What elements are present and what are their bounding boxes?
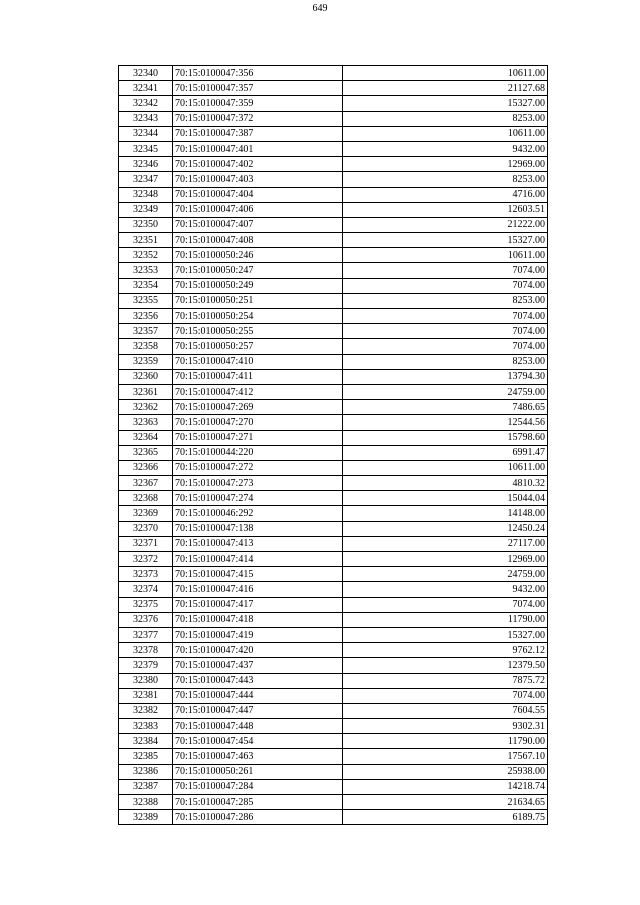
table-row <box>119 764 548 779</box>
cadastral-number: 70:15:0100044:220 <box>173 445 343 460</box>
row-number: 32358 <box>119 339 173 354</box>
row-number: 32354 <box>119 278 173 293</box>
row-number: 32343 <box>119 111 173 126</box>
table-row <box>119 278 548 293</box>
table-row <box>119 263 548 278</box>
row-number: 32381 <box>119 688 173 703</box>
cadastral-value: 21222.00 <box>343 217 548 232</box>
cadastral-number: 70:15:0100050:257 <box>173 339 343 354</box>
cadastral-number: 70:15:0100047:417 <box>173 597 343 612</box>
cadastral-number: 70:15:0100047:356 <box>173 66 343 81</box>
cadastral-value-table <box>118 65 548 825</box>
table-row <box>119 643 548 658</box>
table-row <box>119 810 548 825</box>
table-row <box>119 719 548 734</box>
row-number: 32367 <box>119 476 173 491</box>
table-row <box>119 96 548 111</box>
table-row <box>119 187 548 202</box>
row-number: 32341 <box>119 81 173 96</box>
cadastral-value: 11790.00 <box>343 734 548 749</box>
table-row <box>119 66 548 81</box>
table-row <box>119 734 548 749</box>
cadastral-number: 70:15:0100047:413 <box>173 536 343 551</box>
row-number: 32360 <box>119 369 173 384</box>
cadastral-value: 25938.00 <box>343 764 548 779</box>
table-row <box>119 567 548 582</box>
cadastral-value: 7074.00 <box>343 309 548 324</box>
table-row <box>119 582 548 597</box>
row-number: 32351 <box>119 233 173 248</box>
table-row <box>119 779 548 794</box>
row-number: 32376 <box>119 612 173 627</box>
cadastral-number: 70:15:0100047:404 <box>173 187 343 202</box>
cadastral-value: 9432.00 <box>343 582 548 597</box>
table-row <box>119 248 548 263</box>
cadastral-value: 12544.56 <box>343 415 548 430</box>
table-row <box>119 552 548 567</box>
cadastral-value: 6189.75 <box>343 810 548 825</box>
row-number: 32379 <box>119 658 173 673</box>
row-number: 32369 <box>119 506 173 521</box>
table-row <box>119 491 548 506</box>
table-row <box>119 384 548 399</box>
cadastral-value: 10611.00 <box>343 126 548 141</box>
cadastral-number: 70:15:0100050:249 <box>173 278 343 293</box>
cadastral-value: 12379.50 <box>343 658 548 673</box>
cadastral-value: 15327.00 <box>343 233 548 248</box>
cadastral-value: 10611.00 <box>343 460 548 475</box>
cadastral-number: 70:15:0100047:443 <box>173 673 343 688</box>
cadastral-value: 21634.65 <box>343 795 548 810</box>
row-number: 32373 <box>119 567 173 582</box>
table-row <box>119 202 548 217</box>
cadastral-number: 70:15:0100047:414 <box>173 552 343 567</box>
cadastral-value: 14148.00 <box>343 506 548 521</box>
cadastral-value: 15798.60 <box>343 430 548 445</box>
cadastral-number: 70:15:0100047:411 <box>173 369 343 384</box>
cadastral-number: 70:15:0100047:387 <box>173 126 343 141</box>
cadastral-value: 4810.32 <box>343 476 548 491</box>
page-number: 649 <box>312 3 328 14</box>
table-row <box>119 293 548 308</box>
cadastral-value: 8253.00 <box>343 293 548 308</box>
row-number: 32368 <box>119 491 173 506</box>
cadastral-number: 70:15:0100047:407 <box>173 217 343 232</box>
cadastral-value: 12450.24 <box>343 521 548 536</box>
cadastral-value: 7074.00 <box>343 324 548 339</box>
row-number: 32380 <box>119 673 173 688</box>
row-number: 32342 <box>119 96 173 111</box>
cadastral-number: 70:15:0100050:254 <box>173 309 343 324</box>
cadastral-number: 70:15:0100047:286 <box>173 810 343 825</box>
table-row <box>119 172 548 187</box>
row-number: 32378 <box>119 643 173 658</box>
cadastral-number: 70:15:0100047:272 <box>173 460 343 475</box>
cadastral-value: 13794.30 <box>343 369 548 384</box>
row-number: 32359 <box>119 354 173 369</box>
cadastral-number: 70:15:0100046:292 <box>173 506 343 521</box>
cadastral-number: 70:15:0100050:255 <box>173 324 343 339</box>
cadastral-number: 70:15:0100047:415 <box>173 567 343 582</box>
cadastral-value: 11790.00 <box>343 612 548 627</box>
cadastral-number: 70:15:0100047:419 <box>173 627 343 642</box>
cadastral-value: 9432.00 <box>343 141 548 156</box>
table-row <box>119 126 548 141</box>
table-row <box>119 141 548 156</box>
cadastral-value: 15044.04 <box>343 491 548 506</box>
cadastral-number: 70:15:0100047:463 <box>173 749 343 764</box>
cadastral-number: 70:15:0100047:412 <box>173 384 343 399</box>
cadastral-number: 70:15:0100047:273 <box>173 476 343 491</box>
table-row <box>119 658 548 673</box>
row-number: 32388 <box>119 795 173 810</box>
cadastral-number: 70:15:0100047:410 <box>173 354 343 369</box>
table-row <box>119 460 548 475</box>
cadastral-value: 8253.00 <box>343 354 548 369</box>
row-number: 32371 <box>119 536 173 551</box>
cadastral-value: 14218.74 <box>343 779 548 794</box>
table-row <box>119 309 548 324</box>
table-row <box>119 627 548 642</box>
row-number: 32370 <box>119 521 173 536</box>
cadastral-value: 7074.00 <box>343 339 548 354</box>
cadastral-number: 70:15:0100047:402 <box>173 157 343 172</box>
table-row <box>119 703 548 718</box>
row-number: 32348 <box>119 187 173 202</box>
cadastral-value: 8253.00 <box>343 111 548 126</box>
table-row <box>119 521 548 536</box>
cadastral-value: 8253.00 <box>343 172 548 187</box>
cadastral-number: 70:15:0100047:437 <box>173 658 343 673</box>
cadastral-number: 70:15:0100047:403 <box>173 172 343 187</box>
cadastral-value: 7074.00 <box>343 278 548 293</box>
table-row <box>119 233 548 248</box>
cadastral-value: 15327.00 <box>343 96 548 111</box>
cadastral-value: 9762.12 <box>343 643 548 658</box>
cadastral-number: 70:15:0100047:418 <box>173 612 343 627</box>
row-number: 32363 <box>119 415 173 430</box>
row-number: 32361 <box>119 384 173 399</box>
cadastral-value: 10611.00 <box>343 248 548 263</box>
cadastral-value: 17567.10 <box>343 749 548 764</box>
table-row <box>119 400 548 415</box>
row-number: 32382 <box>119 703 173 718</box>
row-number: 32352 <box>119 248 173 263</box>
cadastral-number: 70:15:0100047:448 <box>173 719 343 734</box>
cadastral-value: 15327.00 <box>343 627 548 642</box>
cadastral-number: 70:15:0100047:447 <box>173 703 343 718</box>
row-number: 32362 <box>119 400 173 415</box>
row-number: 32372 <box>119 552 173 567</box>
row-number: 32355 <box>119 293 173 308</box>
table-row <box>119 217 548 232</box>
table-row <box>119 749 548 764</box>
row-number: 32383 <box>119 719 173 734</box>
cadastral-number: 70:15:0100047:372 <box>173 111 343 126</box>
cadastral-value: 7074.00 <box>343 263 548 278</box>
cadastral-number: 70:15:0100047:271 <box>173 430 343 445</box>
row-number: 32377 <box>119 627 173 642</box>
cadastral-number: 70:15:0100047:284 <box>173 779 343 794</box>
row-number: 32389 <box>119 810 173 825</box>
row-number: 32374 <box>119 582 173 597</box>
table-row <box>119 445 548 460</box>
table-row <box>119 339 548 354</box>
table-row <box>119 111 548 126</box>
table-row <box>119 476 548 491</box>
row-number: 32365 <box>119 445 173 460</box>
table-row <box>119 354 548 369</box>
cadastral-number: 70:15:0100050:261 <box>173 764 343 779</box>
row-number: 32340 <box>119 66 173 81</box>
table-row <box>119 597 548 612</box>
cadastral-number: 70:15:0100047:270 <box>173 415 343 430</box>
table-row <box>119 430 548 445</box>
cadastral-number: 70:15:0100047:274 <box>173 491 343 506</box>
cadastral-number: 70:15:0100047:420 <box>173 643 343 658</box>
row-number: 32347 <box>119 172 173 187</box>
cadastral-value: 4716.00 <box>343 187 548 202</box>
table-row <box>119 324 548 339</box>
cadastral-number: 70:15:0100047:406 <box>173 202 343 217</box>
cadastral-number: 70:15:0100047:359 <box>173 96 343 111</box>
cadastral-value: 7486.65 <box>343 400 548 415</box>
cadastral-number: 70:15:0100047:401 <box>173 141 343 156</box>
cadastral-value: 21127.68 <box>343 81 548 96</box>
cadastral-value: 12603.51 <box>343 202 548 217</box>
cadastral-value: 7074.00 <box>343 688 548 703</box>
cadastral-value: 27117.00 <box>343 536 548 551</box>
cadastral-number: 70:15:0100050:247 <box>173 263 343 278</box>
row-number: 32385 <box>119 749 173 764</box>
row-number: 32349 <box>119 202 173 217</box>
cadastral-value: 7074.00 <box>343 597 548 612</box>
row-number: 32345 <box>119 141 173 156</box>
table-row <box>119 688 548 703</box>
cadastral-number: 70:15:0100047:285 <box>173 795 343 810</box>
table-row <box>119 415 548 430</box>
cadastral-value: 7875.72 <box>343 673 548 688</box>
cadastral-number: 70:15:0100050:246 <box>173 248 343 263</box>
cadastral-number: 70:15:0100047:408 <box>173 233 343 248</box>
row-number: 32356 <box>119 309 173 324</box>
cadastral-number: 70:15:0100050:251 <box>173 293 343 308</box>
cadastral-value: 12969.00 <box>343 157 548 172</box>
table-row <box>119 506 548 521</box>
row-number: 32384 <box>119 734 173 749</box>
table-row <box>119 369 548 384</box>
cadastral-value: 6991.47 <box>343 445 548 460</box>
cadastral-value: 9302.31 <box>343 719 548 734</box>
cadastral-value: 24759.00 <box>343 567 548 582</box>
row-number: 32387 <box>119 779 173 794</box>
table-row <box>119 157 548 172</box>
cadastral-number: 70:15:0100047:444 <box>173 688 343 703</box>
cadastral-number: 70:15:0100047:269 <box>173 400 343 415</box>
table-row <box>119 673 548 688</box>
row-number: 32357 <box>119 324 173 339</box>
table-row <box>119 795 548 810</box>
cadastral-value: 12969.00 <box>343 552 548 567</box>
table-row <box>119 81 548 96</box>
cadastral-value: 24759.00 <box>343 384 548 399</box>
cadastral-value: 10611.00 <box>343 66 548 81</box>
row-number: 32346 <box>119 157 173 172</box>
row-number: 32364 <box>119 430 173 445</box>
row-number: 32353 <box>119 263 173 278</box>
cadastral-number: 70:15:0100047:138 <box>173 521 343 536</box>
row-number: 32350 <box>119 217 173 232</box>
row-number: 32366 <box>119 460 173 475</box>
cadastral-number: 70:15:0100047:454 <box>173 734 343 749</box>
table-row <box>119 536 548 551</box>
cadastral-value: 7604.55 <box>343 703 548 718</box>
table-body <box>119 66 548 825</box>
cadastral-number: 70:15:0100047:416 <box>173 582 343 597</box>
row-number: 32386 <box>119 764 173 779</box>
row-number: 32344 <box>119 126 173 141</box>
cadastral-number: 70:15:0100047:357 <box>173 81 343 96</box>
row-number: 32375 <box>119 597 173 612</box>
table-row <box>119 612 548 627</box>
